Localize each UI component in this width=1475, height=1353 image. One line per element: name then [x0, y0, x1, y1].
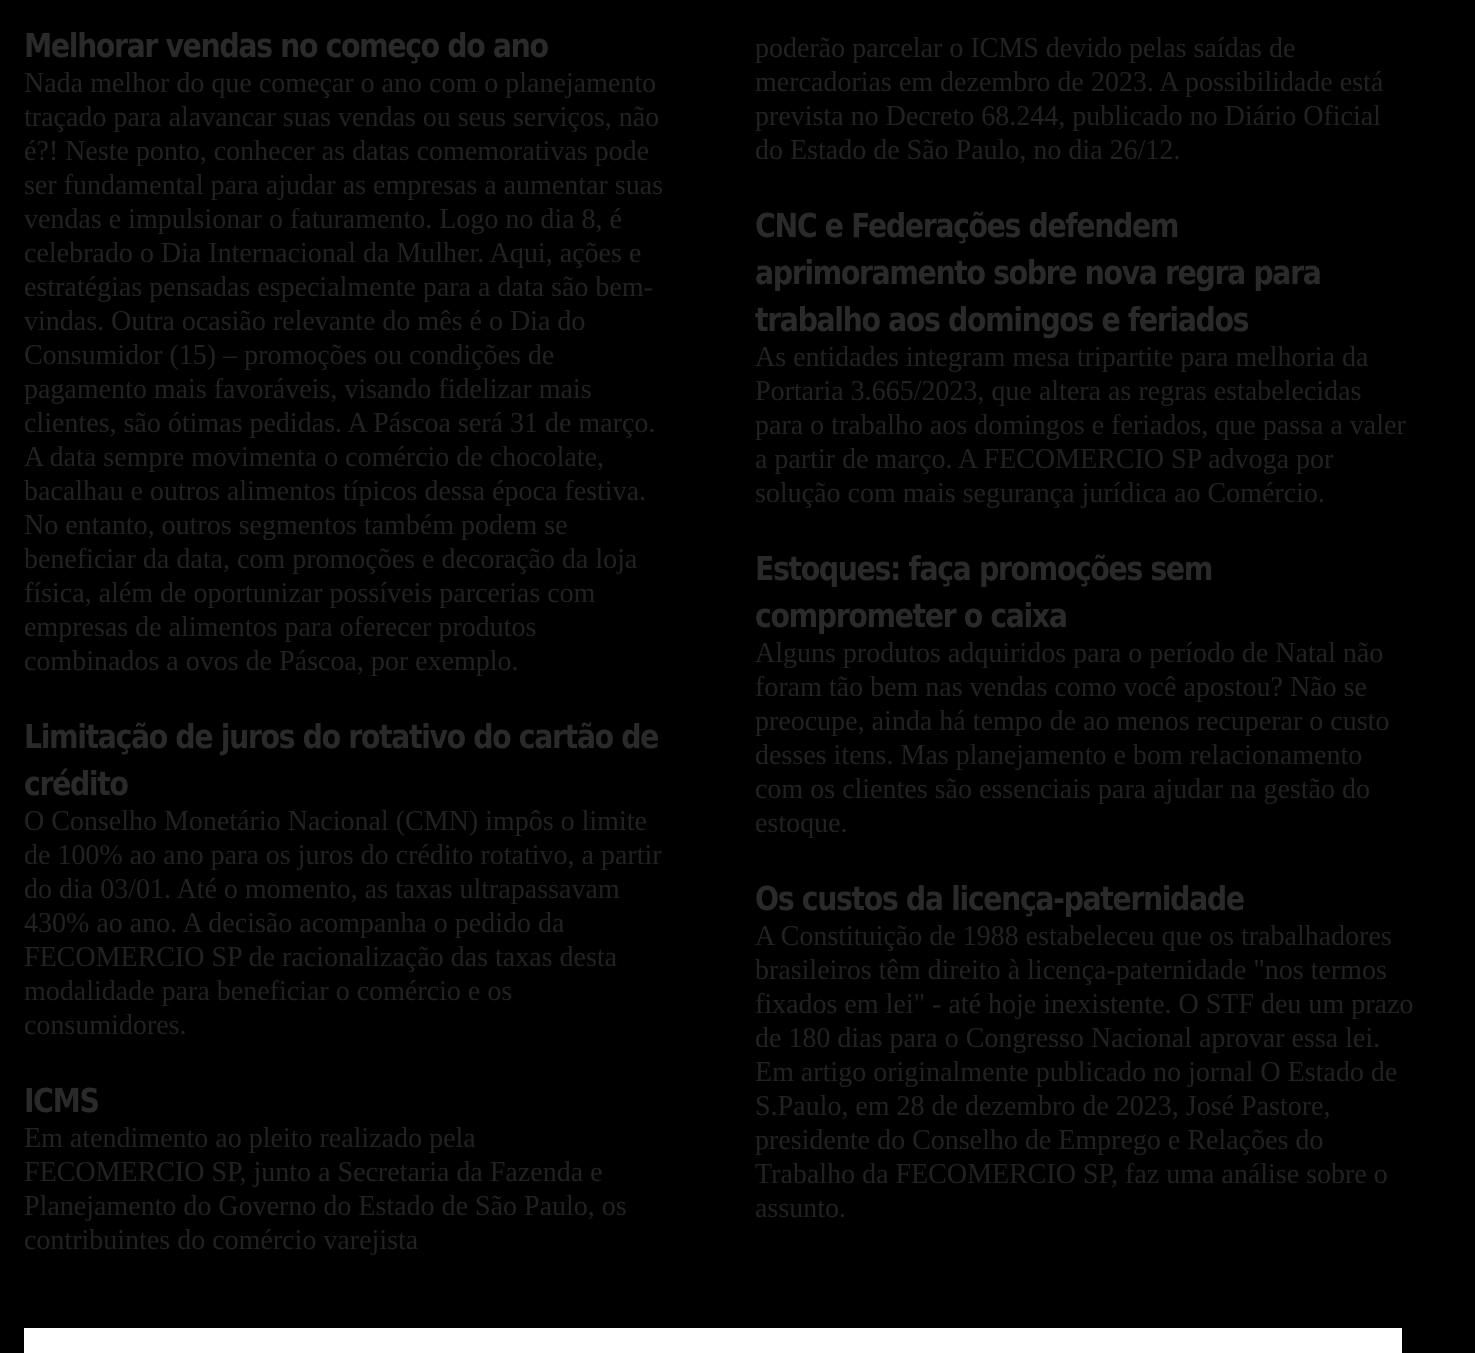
article-estoques [755, 545, 1415, 841]
article-spacer [755, 841, 1415, 875]
article-melhorar-vendas [24, 22, 674, 679]
article-headline: Estoques: faça promoções sem comprometer o caixa [755, 549, 1212, 635]
article-licenca-paternidade [755, 875, 1415, 1226]
article-limitacao-juros [24, 713, 674, 1043]
article-body: O Conselho Monetário Nacional (CMN) impôs o limite de 100% ao ano para os juros do crédito rotativo, a partir do dia 03/01. Até o momento, as taxas ultrapassavam 430% ao ano. A decisão acompanha o pedido da FECOMERCIO SP de racionalização das taxas desta modalidade para beneficiar o comércio e os consumidores. [24, 806, 662, 1041]
article-body: Nada melhor do que começar o ano com o planejamento traçado para alavancar suas vendas ou seus serviços, não é?! Neste ponto, conhecer as datas comemorativas pode ser fundamental para ajudar as empresas a aumentar suas vendas e impulsionar o faturamento. Logo no dia 8, é celebrado o Dia Internacional da Mulher. Aqui, ações e estratégias pensadas especialmente para a data são bem-vindas. Outra ocasião relevante do mês é o Dia do Consumidor (15) – promoções ou condições de pagamento mais favoráveis, visando fidelizar mais clientes, são ótimas pedidas. A Páscoa será 31 de março. A data sempre movimenta o comércio de chocolate, bacalhau e outros alimentos típicos dessa época festiva. No entanto, outros segmentos também podem se beneficiar da data, com promoções e decoração da loja física, além de oportunizar possíveis parcerias com empresas de alimentos para oferecer produtos combinados a ovos de Páscoa, por exemplo. [24, 68, 664, 677]
bottom-white-bar [24, 1328, 1402, 1353]
article-spacer [755, 511, 1415, 545]
article-spacer [755, 168, 1415, 202]
article-spacer [24, 679, 674, 713]
article-body: Alguns produtos adquiridos para o período de Natal não foram tão bem nas vendas como você apostou? Não se preocupe, ainda há tempo de ao menos recuperar o custo desses itens. Mas planejamento e bom relacionamento com os clientes são essenciais para ajudar na gestão do estoque. [755, 638, 1390, 839]
article-headline: Limitação de juros do rotativo do cartão de crédito [24, 717, 659, 803]
article-body: As entidades integram mesa tripartite para melhoria da Portaria 3.665/2023, que altera as regras estabelecidas para o trabalho aos domingos e feriados, que passa a valer a partir de março. A FECOMERCIO SP advoga por solução com mais segurança jurídica ao Comércio. [755, 342, 1406, 509]
article-spacer [24, 1043, 674, 1077]
article-headline: Melhorar vendas no começo do ano [24, 26, 548, 65]
article-cnc-federacoes [755, 202, 1415, 511]
article-body: Em atendimento ao pleito realizado pela FECOMERCIO SP, junto a Secretaria da Fazenda e Planejamento do Governo do Estado de São Paulo, os contribuintes do comércio varejista [24, 1123, 627, 1256]
left-column [24, 22, 674, 1258]
article-headline: ICMS [24, 1081, 99, 1120]
right-column [755, 32, 1415, 1226]
article-icms [24, 1077, 674, 1258]
article-body: A Constituição de 1988 estabeleceu que os trabalhadores brasileiros têm direito à licença-paternidade "nos termos fixados em lei" - até hoje inexistente. O STF deu um prazo de 180 dias para o Congresso Nacional aprovar essa lei. Em artigo originalmente publicado no jornal O Estado de S.Paulo, em 28 de dezembro de 2023, José Pastore, presidente do Conselho de Emprego e Relações do Trabalho da FECOMERCIO SP, faz uma análise sobre o assunto. [755, 921, 1414, 1224]
icms-continuation-text: poderão parcelar o ICMS devido pelas saídas de mercadorias em dezembro de 2023. A possibilidade está prevista no Decreto 68.244, publicado no Diário Oficial do Estado de São Paulo, no dia 26/12. [755, 33, 1384, 166]
article-headline: CNC e Federações defendem aprimoramento sobre nova regra para trabalho aos domingos e feriados [755, 206, 1321, 339]
article-headline: Os custos da licença-paternidade [755, 879, 1244, 918]
